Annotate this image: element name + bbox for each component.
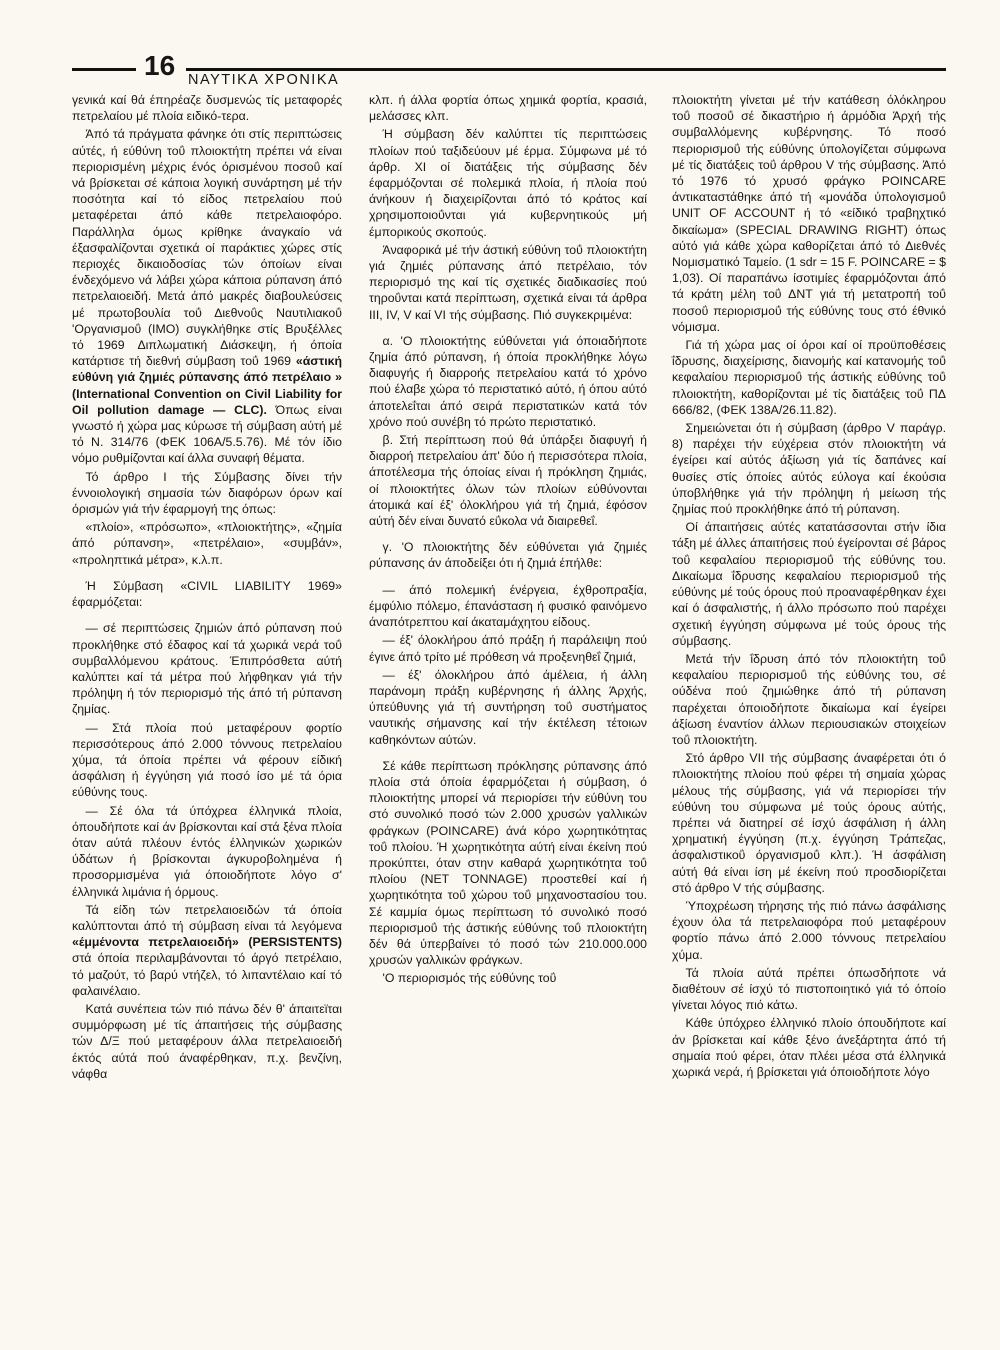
magazine-title: ΝΑΥΤΙΚΑ ΧΡΟΝΙΚΑ xyxy=(188,72,340,88)
paragraph: πλοιοκτήτη γίνεται μέ τήν κατάθεση όλόκληρου τοΰ ποσοΰ σέ δικαστήριο ή άρμόδια Άρχή τής συμβαλλόμενης κυβέρνησης. Τό ποσό περιορισμοΰ τής εύθύνης ύπολογίζεται σύμφωνα μέ τίς διατάξεις τοΰ άρθρου V τής σύμβασης. Άπό τό 1976 τό χρυσό φράγκο POINCARE άντικαταστάθηκε άπό τή «μονάδα ύπολογισμοΰ UNIT OF ACCOUNT ή τό «είδικό τραβηχτικό δικαίωμα» (SPECIAL DRAWING RIGHT) όπως αύτό γιά κάθε χώρα καθορίζεται άπό τό Διεθνές Νομισματικό Ταμείο. (1 sdr = 15 F. POINCARE = $ 1,03). Οί παραπάνω ίσοτιμίες έφαρμόζονται άπό τά κράτη μέλη τοΰ ΔΝΤ γιά τή μετατροπή τοΰ ποσοΰ περιορισμοΰ τής εύθύνης τους στό έθνικό νόμισμα. xyxy=(672,93,946,334)
text-run: Άπό τά πράγματα φάνηκε ότι στίς περιπτώσεις αύτές, ή εύθύνη τοΰ πλοιοκτήτη πρέπει νά είναι περιορισμένη μέχρις ένός όρισμένου ποσοΰ καί νά βρίσκεται σέ κάποια λογική συνάρτηση μέ τήν ποσότητα καί τό είδος πετρελαίου πού μεταφέρεται άπό κάθε πετρελαιοφόρο. Παράλληλα όμως κρίθηκε άναγκαίο νά έξασφαλίζονται σχετικά οί παράκτιες χώρες στίς περιοχές δικαιοδοσίας τών όποίων είναι ένδεχόμενο νά λάβει χώρα κάποια ρύπανση άπό πετρελαιοειδή. Μετά άπό μακρές διαβουλεύσεις μέ πρωτοβουλία τοΰ Διεθνοΰς Ναυτιλιακοΰ 'Οργανισμοΰ (ΙΜΟ) συγκλήθηκε στίς Βρυξέλλες τό 1969 Διπλωματική Διάσκεψη, ή όποία κατάρτισε τή διεθνή σύμβαση τοΰ 1969 xyxy=(72,127,342,369)
header-rule-left xyxy=(72,68,136,71)
paragraph: Ή Σύμβαση «CIVIL LIABILITY 1969» έφαρμόζεται: xyxy=(72,578,342,610)
paragraph: Γιά τή χώρα μας οί όροι καί οί προϋποθέσεις ΐδρυσης, διαχείρισης, διανομής καί κατανομής τοΰ κεφαλαίου περιορισμοΰ τής άστικής εύθύνης τοΰ πλοιοκτήτη, καθορίζονται μέ τίς διατάξεις τοΰ ΠΔ 666/82, (ΦΕΚ 138Α/26.11.82). xyxy=(672,338,946,417)
paragraph: — έξ' όλοκλήρου άπό πράξη ή παράλειψη πού έγινε άπό τρίτο μέ πρόθεση νά προξενηθεΐ ζημιά, xyxy=(369,633,647,664)
paragraph xyxy=(72,126,342,466)
paragraph: Οί άπαιτήσεις αύτές κατατάσσονται στήν ίδια τάξη μέ άλλες άπαιτήσεις πού έγείρονται σέ βάρος τοΰ κεφαλαίου περιορισμοΰ τής εύθύνης του. Δικαίωμα ΐδρυσης κεφαλαίου περιορισμοΰ τής εύθύνης μέ τούς όρους πού προαναφέρθηκαν έχει καί ό άσφαλιστής, ή άλλο πρόσωπο πού παρέχει σχετική έγγύηση σύμφωνα μέ τούς όρους τής σύμβασης. xyxy=(672,520,946,648)
article-column-1 xyxy=(72,92,342,1084)
paragraph: Ή σύμβαση δέν καλύπτει τίς περιπτώσεις πλοίων πού ταξιδεύουν μέ έρμα. Σύμφωνα μέ τό άρθρ. XI οί διατάξεις τής σύμβασης δέν έφαρμόζονται σέ πολεμικά πλοία, ή πλοία πού άνήκουν ή διαχειρίζονται άπό τό κράτος καί χρησιμοποιοΰνται γιά κυβερνητικούς μή έμπορικούς σκοπούς. xyxy=(369,127,647,239)
paragraph: Κατά συνέπεια τών πιό πάνω δέν θ' άπαιτεϊται συμμόρφωση μέ τίς άπαιτήσεις τής σύμβασης τών Δ/Ξ πού μεταφέρουν άλλα πετρελαιοειδή έκτός αύτά πού άναφέρθηκαν, π.χ. βενζίνη, νάφθα xyxy=(72,1001,342,1081)
paragraph: 'Ο περιορισμός τής εύθύνης τοΰ xyxy=(382,971,557,986)
emphasis-text: «έμμένοντα πετρελαιοειδή» (PERSISTENTS) xyxy=(72,935,342,950)
page-header xyxy=(0,0,1000,92)
paragraph: γενικά καί θά έπηρέαζε δυσμενώς τίς μεταφορές πετρελαίου μέ πλοία ειδικό-τερα. xyxy=(72,93,342,124)
paragraph: Μετά τήν ΐδρυση άπό τόν πλοιοκτήτη τοΰ κεφαλαίου περιορισμοΰ τής εύθύνης του, σέ ούδένα πού ζημιώθηκε άπό τή ρύπανση παρέχεται όποιοδήποτε δικαίωμα καί έγείρει άξίωση έναντίον άλλων περιουσιακών στοιχείων τοΰ πλοιοκτήτη. xyxy=(672,651,946,747)
paragraph: γ. 'Ο πλοιοκτήτης δέν εύθύνεται γιά ζημιές ρύπανσης άν άποδείξει ότι ή ζημιά έπήλθε: xyxy=(369,540,647,571)
paragraph: Σέ κάθε περίπτωση πρόκλησης ρύπανσης άπό πλοία στά όποία έφαρμόζεται ή σύμβαση, ό πλοιοκτήτης μπορεί νά περιορίσει τήν εύθύνη του στό συνολικό ποσό τών 2.000 χρυσών γαλλικών φράγκων (POINCARE) άνά κόρο χωρητικότητας τοΰ πλοίου. Ή χωρητικότητα αύτή είναι έκείνη πού προκύπτει, όταν στην καθαρά χωρητικότητα τοΰ πλοίου (NET TONNAGE) προστεθεί καί ή χωρητικότητα τοΰ χώρου τοΰ μηχανοστασίου του. Σέ καμμία όμως περίπτωση τό συνολικό ποσό περιορισμοΰ τής άστικής εύθύνης τοΰ πλοιοκτήτη δέν θά ύπερβαίνει τό ποσό τών 210.000.000 χρυσών γαλλικών φράγκων. xyxy=(369,758,647,968)
paragraph: — έξ' όλοκλήρου άπό άμέλεια, ή άλλη παράνομη πράξη κυβέρνησης ή άλλης Άρχής, ύπεύθυνης γιά τή συντήρηση τοΰ συστήματος ναυτικής σήμανσης καί τήν έκτέλεση τέτοιων καθηκόντων αύτών. xyxy=(369,667,647,747)
emphasis-text: «άστική εύθύνη γιά ζημιές ρύπανσης άπό πετρέλαιο » (International Convention on Civil Liability for Oil pollution damage — CLC). xyxy=(72,354,342,417)
paragraph: β. Στή περίπτωση πού θά ύπάρξει διαφυγή ή διαρροή πετρελαίου άπ' δύο ή περισσότερα πλοία, άποτέλεσμα τής όποίας είναι ή πρόκληση ζημιάς, οί πλοιοκτήτες όλων τών πλοίων εύθύνονται άτομικά καί έξ' όλοκλήρου γιά τή ζημιά, έφόσον αύτή δέν είναι δυνατό εΰκολα νά διαιρεθεΐ. xyxy=(369,433,647,529)
article-column-2 xyxy=(369,92,647,989)
paragraph: Τά πλοία αύτά πρέπει όπωσδήποτε νά διαθέτουν σέ ίσχύ τό πιστοποιητικό γιά τό όποίο γίνεται λόγος πιό κάτω. xyxy=(672,965,946,1013)
paragraph: κλπ. ή άλλα φορτία όπως χημικά φορτία, κρασιά, μελάσσες κλπ. xyxy=(369,93,647,124)
paragraph: Τό άρθρο Ι τής Σύμβασης δίνει τήν έννοιολογική σημασία τών διαφόρων όρων καί όρισμών γιά τήν έφαρμογή της όπως: xyxy=(72,469,342,517)
paragraph: Κάθε ύπόχρεο έλληνικό πλοίο όπουδήποτε καί άν βρίσκεται καί κάθε ξένο άνεξάρτητα άπό τή σημαία πού φέρει, όταν πλέει μέσα στά έλληνικά χωρικά νερά, ή βρίσκεται γιά όποιοδήποτε λόγο xyxy=(672,1016,946,1079)
page-number: 16 xyxy=(144,50,176,81)
paragraph: «πλοίο», «πρόσωπο», «πλοιοκτήτης», «ζημία άπό ρύπανση», «πετρέλαιο», «συμβάν», «προληπτικά μέτρα», κ.λ.π. xyxy=(72,520,342,567)
header-rule-right xyxy=(186,68,946,71)
paragraph: — άπό πολεμική ένέργεια, έχθροπραξία, έμφύλιο πόλεμο, έπανάσταση ή φυσικό φαινόμενο άναπότρεπτου καί άκαταμάχητου είδους. xyxy=(369,582,647,630)
paragraph: — Σέ όλα τά ύπόχρεα έλληνικά πλοία, όπουδήποτε καί άν βρίσκονται καί στά ξένα πλοία όταν αύτά πλέουν έντός έλληνικών χωρικών ύδάτων ή βρίσκονται άγκυροβολημένα ή προσορμισμένα γιά όποιοδήποτε λόγο σ' έλληνικά λιμάνια ή όρμους. xyxy=(72,803,342,899)
article-column-3 xyxy=(672,92,946,1082)
paragraph: Άναφορικά μέ τήν άστική εύθύνη τοΰ πλοιοκτήτη γιά ζημιές ρύπανσης άπό πετρέλαιο, τόν περιορισμό της καί τίς σχετικές διαδικασίες πού τηροΰνται κατά περίπτωση, σχετικά είναι τά άρθρα III, IV, V καί VI τής σύμβασης. Πιό συγκεκριμένα: xyxy=(369,242,647,322)
text-run: στά όποία περιλαμβάνονται τό άργό πετρέλαιο, τό μαζούτ, τό βαρύ ντήζελ, τό λιπαντέλαιο καί τό φαλαινέλαιο. xyxy=(72,951,342,998)
paragraph: — σέ περιπτώσεις ζημιών άπό ρύπανση πού προκλήθηκε στό έδαφος καί τά χωρικά νερά τοΰ συμβαλλόμενου κράτους. Έπιπρόσθετα αύτή καλύπτει καί τά μέτρα πού λήφθηκαν γιά τήν πρόληψη ή τόν περιορισμό τής άπό τή ρύπανση ζημίας. xyxy=(72,621,342,717)
paragraph: — Στά πλοία πού μεταφέρουν φορτίο περισσότερους άπό 2.000 τόννους πετρελαίου χύμα, τά όποία πρέπει νά φέρουν είδική άσφάλιση ή έγγύηση γιά ποσό ίσο μέ τά όρια εύθύνης τους. xyxy=(72,720,342,800)
text-run: Όπως είναι γνωστό ή χώρα μας κύρωσε τή σύμβαση αύτή μέ τό Ν. 314/76 (ΦΕΚ 106Α/5.5.76). Μέ τόν ίδιο νόμο ρυθμίζονται καί άλλα συναφή θέματα. xyxy=(72,402,342,466)
paragraph xyxy=(72,902,342,999)
paragraph: α. 'Ο πλοιοκτήτης εύθύνεται γιά όποιαδήποτε ζημία άπό ρύπανση, ή όποία προκλήθηκε λόγω διαφυγής ή διαρροής πετρελαίου κατά τό χρόνο πού έλαβε χώρα τό περιστατικό αύτό, ή όπου αύτό άποτελεΐται άπό σειρά περιστατικών κατά τόν χρόνο πού συνέβη τό πρώτο περιστατικό. xyxy=(369,333,647,429)
text-run: Τά είδη τών πετρελαιοειδών τά όποία καλύπτονται άπό τή σύμβαση είναι τά λεγόμενα xyxy=(72,902,342,933)
paragraph: Σημειώνεται ότι ή σύμβαση (άρθρο V παράγρ. 8) παρέχει τήν εύχέρεια στόν πλοιοκτήτη νά έγείρει καί αύτός άξίωση γιά τίς δαπάνες καί θυσίες στίς όποίες αύτός εύλογα καί έκούσια ύποβλήθηκε γιά τήν πρόληψη ή μείωση τής ζημίας πού προκλήθηκε άπό τή ρύπανση. xyxy=(672,421,946,517)
paragraph: Στό άρθρο VII τής σύμβασης άναφέρεται ότι ό πλοιοκτήτης πλοίου πού φέρει τή σημαία χώρας μέλους τής σύμβασης, γιά νά περιορίσει τήν εύθύνη του σύμφωνα μέ τούς όρους αύτής, πρέπει νά διατηρεί σέ ίσχύ άσφάλιση ή άλλη χρηματική έγγύηση (π.χ. έγγύηση Τράπεζας, άσφαλιστικοΰ όργανισμοΰ κλπ.). Ή άσφάλιση αύτή θά είναι ίση μέ έκείνη πού προσδιορίζεται στό άρθρο V τής σύμβασης. xyxy=(672,751,946,895)
paragraph: Ύποχρέωση τήρησης τής πιό πάνω άσφάλισης έχουν όλα τά πετρελαιοφόρα πού μεταφέρουν φορτίο πάνω άπό 2.000 τόννους πετρελαίου χύμα. xyxy=(672,898,946,962)
